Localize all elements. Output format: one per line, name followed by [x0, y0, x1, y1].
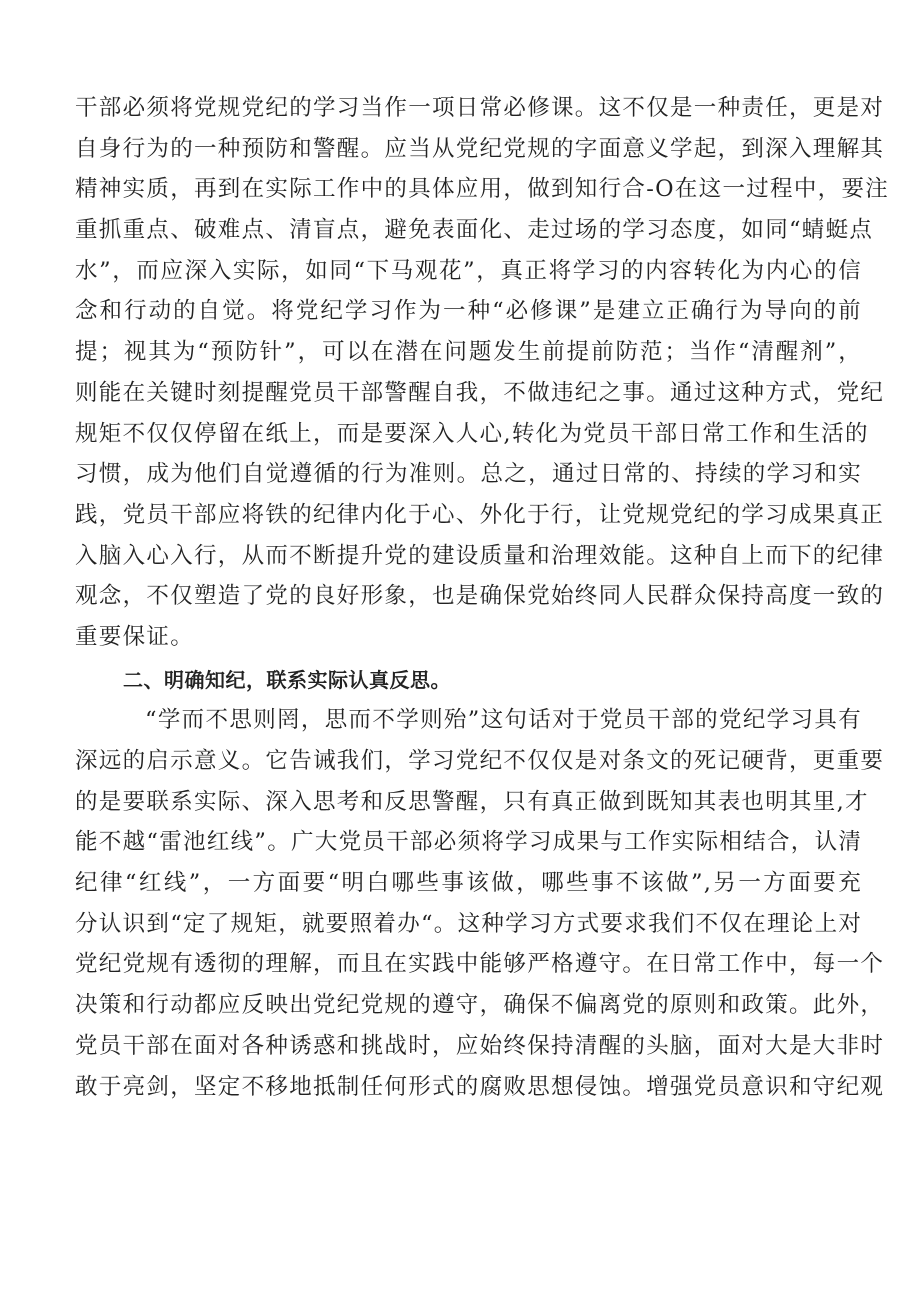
paragraph-line: 观念，不仅塑造了党的良好形象，也是确保党始终同人民群众保持高度一致的 — [75, 583, 885, 610]
paragraph-line: 习惯，成为他们自觉遵循的行为准则。总之，通过日常的、持续的学习和实 — [75, 461, 862, 488]
paragraph-line: 党员干部在面对各种诱惑和挑战时，应始终保持清醒的头脑，面对大是大非时 — [75, 1032, 885, 1059]
paragraph-line: 纪律“红线”，一方面要“明白哪些事该做，哪些事不该做”,另一方面要充 — [75, 870, 862, 897]
paragraph-line: 自身行为的一种预防和警醒。应当从党纪党规的字面意义学起，到深入理解其 — [75, 135, 885, 162]
paragraph-line: 水”，而应深入实际，如同“下马观花”，真正将学习的内容转化为内心的信 — [75, 257, 862, 284]
paragraph-line: “学而不思则罔，思而不学则殆”这句话对于党员干部的党纪学习具有 — [145, 707, 862, 734]
paragraph-line: 提；视其为“预防针”，可以在潜在问题发生前提前防范；当作“清醒剂”， — [75, 339, 862, 366]
paragraph-line: 干部必须将党规党纪的学习当作一项日常必修课。这不仅是一种责任，更是对 — [75, 95, 885, 121]
paragraph-line: 精神实质，再到在实际工作中的具体应用，做到知行合-O在这一过程中，要注 — [75, 176, 890, 203]
section-heading: 二、明确知纪，联系实际认真反思。 — [123, 667, 451, 692]
paragraph-line: 重抓重点、破难点、清盲点，避免表面化、走过场的学习态度，如同“蜻蜓点 — [75, 217, 874, 244]
paragraph-line: 的是要联系实际、深入思考和反思警醒，只有真正做到既知其表也明其里,才 — [75, 788, 869, 815]
paragraph-1 — [75, 88, 890, 658]
paragraph-line: 重要保证。 — [75, 623, 195, 650]
paragraph-line: 党纪党规有透彻的理解，而且在实践中能够严格遵守。在日常工作中，每一个 — [75, 951, 885, 978]
paragraph-line: 分认识到“定了规矩，就要照着办“。这种学习方式要求我们不仅在理论上对 — [75, 910, 863, 937]
paragraph-2 — [75, 700, 885, 1107]
paragraph-line: 践，党员干部应将铁的纪律内化于心、外化于行，让党规党纪的学习成果真正 — [75, 501, 885, 528]
paragraph-line: 念和行动的自觉。将党纪学习作为一种“必修课”是建立正确行为导向的前 — [75, 298, 862, 325]
paragraph-line: 入脑入心入行，从而不断提升党的建设质量和治理效能。这种自上而下的纪律 — [75, 542, 885, 569]
paragraph-line: 能不越“雷池红线”。广大党员干部必须将学习成果与工作实际相结合，认清 — [75, 829, 863, 856]
document-body — [75, 88, 890, 1107]
paragraph-line: 规矩不仅仅停留在纸上，而是要深入人心,转化为党员干部日常工作和生活的 — [75, 420, 869, 447]
paragraph-line: 则能在关键时刻提醒党员干部警醒自我，不做违纪之事。通过这种方式，党纪 — [75, 379, 885, 406]
paragraph-line: 深远的启示意义。它告诫我们，学习党纪不仅仅是对条文的死记硬背，更重要 — [75, 748, 885, 774]
paragraph-line: 敢于亮剑，坚定不移地抵制任何形式的腐败思想侵蚀。增强党员意识和守纪观 — [75, 1073, 885, 1100]
paragraph-line: 决策和行动都应反映出党纪党规的遵守，确保不偏离党的原则和政策。此外， — [75, 992, 885, 1019]
